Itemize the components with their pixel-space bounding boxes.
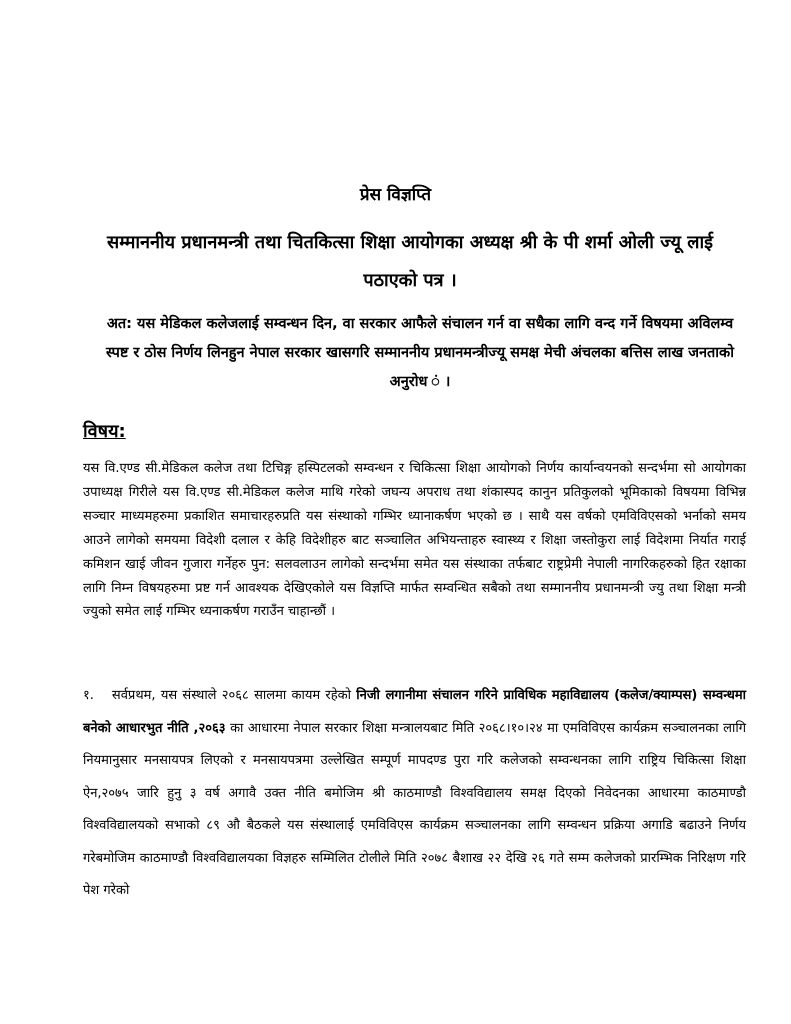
subject-label: विषय:	[83, 421, 126, 442]
paragraph-lead-text: सर्वप्रथम, यस संस्थाले २०६८ सालमा कायम रहेको	[111, 688, 352, 703]
paragraph-rest-text: का आधारमा नेपाल सरकार शिक्षा मन्त्रालयबाट मिति २०६८।१०।२४ मा एमविविएस कार्यक्रम सञ्चालनका लागि नियमानुसार मनसायपत्र लिएको र मनसायपत्रमा उल्लेखित सम्पूर्ण मापदण्ड पुरा गरि कलेजको सम्वन्धनका लागि राष्ट्रिय चिकित्सा शिक्षा ऐन,२०७५ जारि हुनु ३ वर्ष अगावै उक्त नीति बमोजिम श्री काठमाण्डौ विश्वविद्यालय समक्ष दिएको निवेदनका आधारमा काठमाण्डौ विश्वविद्यालयको सभाको ८९ औ बैठकले यस संस्थालाई एमविविएस कार्यक्रम सञ्चालनका लागि सम्वन्धन प्रक्रिया अगाडि बढाउने निर्णय गरेबमोजिम काठमाण्डौ विश्वविद्यालयका विज्ञहरु सम्मिलित टोलीले मिति २०७८ बैशाख २२ देखि २६ गते सम्म कलेजको प्रारम्भिक निरिक्षण गरि पेश गरेको	[83, 720, 747, 898]
request-statement: अत: यस मेडिकल कलेजलाई सम्वन्धन दिन, वा सरकार आफैले संचालन गर्न वा सधैका लागि वन्द गर्ने विषयमा अविलम्व स्पष्ट र ठोस निर्णय लिनहुन नेपाल सरकार खासगरि सम्माननीय प्रधानमन्त्रीज्यू समक्ष मेची अंचलका बत्तिस लाख जनताको अनुरोध ं ।	[106, 316, 734, 390]
document-title: सम्माननीय प्रधानमन्त्री तथा चितकित्सा शिक्षा आयोगका अध्यक्ष श्री के पी शर्मा ओली ज्यू लाई पठाएको पत्र ।	[107, 232, 713, 291]
body-paragraph-2	[83, 680, 746, 908]
policy-name-bold: निजी लगानीमा संचालन गरिने प्राविधिक महाविद्यालय (कलेज/क्याम्पस) सम्वन्धमा बनेको आधारभुत नीति ,२०६३	[83, 688, 746, 736]
press-release-heading: प्रेस विज्ञप्ति	[359, 185, 432, 205]
body-paragraph-1: यस वि.एण्ड सी.मेडिकल कलेज तथा टिचिङ्ग हस्पिटलको सम्वन्धन र चिकित्सा शिक्षा आयोगको निर्णय कार्यान्वयनको सन्दर्भमा सो आयोगका उपाध्यक्ष गिरीले यस वि.एण्ड सी.मेडिकल कलेज माथि गरेको जघन्य अपराध तथा शंकास्पद कानुन प्रतिकुलको भूमिकाको विषयमा विभिन्न सञ्चार माध्यमहरुमा प्रकाशित समाचारहरुप्रति यस संस्थाको गम्भिर ध्यानाकर्षण भएको छ । साथै यस वर्षको एमविविएसको भर्नाको समय आउने लागेको समयमा विदेशी दलाल र केहि विदेशीहरु बाट सञ्चालित अभियन्ताहरु स्वास्थ्य र शिक्षा जस्तोकुरा लाई विदेशमा निर्यात गराई कमिशन खाई जीवन गुजारा गर्नेहरु पुन: सलवलाउन लागेको सन्दर्भमा समेत यस संस्थाका तर्फबाट राष्ट्रप्रेमी नेपाली नागरिकहरुको हित रक्षाका लागि निम्न विषयहरुमा प्रष्ट गर्न आवश्यक देखिएकोले यस विज्ञप्ति मार्फत सम्वन्धित सबैको तथा सम्माननीय प्रधानमन्त्री ज्यु तथा शिक्षा मन्त्री ज्युको समेत लाई गम्भिर ध्यनाकर्षण गराउँन चाहान्छौं ।	[83, 461, 746, 620]
paragraph-number: १.	[83, 688, 94, 703]
